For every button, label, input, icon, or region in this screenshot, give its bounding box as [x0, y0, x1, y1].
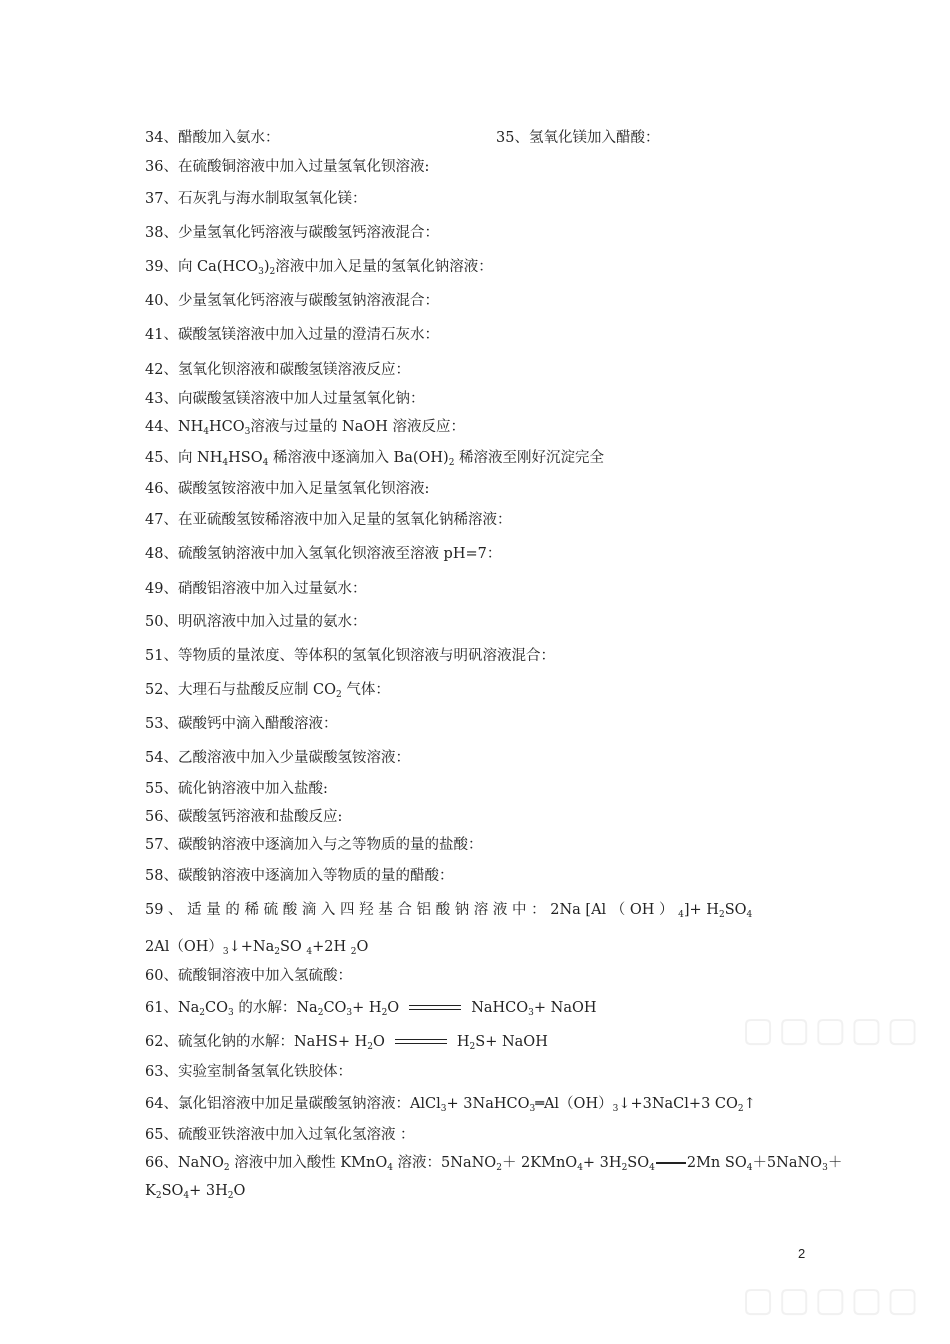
question-51 [145, 646, 555, 666]
text-segment: HSO [228, 450, 263, 466]
text-segment: + 3H [582, 1155, 622, 1171]
text-segment: ]+ H [683, 902, 719, 918]
question-61 [145, 998, 597, 1023]
question-59 [145, 900, 752, 925]
text-segment: + H [352, 1000, 382, 1016]
text-segment: ＋ 2KMnO [501, 1155, 578, 1171]
text-segment: 50、明矾溶液中加入过量的氨水： [145, 614, 367, 630]
text-segment: 37、石灰乳与海水制取氢氧化镁： [145, 191, 367, 207]
text-segment: 45、向 NH [145, 450, 223, 466]
subscript-text: 3 [612, 1104, 619, 1114]
text-segment: SO [724, 902, 747, 918]
text-segment: 66、NaNO [145, 1155, 224, 1171]
equilibrium-arrow-icon [395, 1038, 447, 1046]
text-segment: CO [205, 1000, 229, 1016]
text-segment: O [233, 1183, 246, 1199]
text-segment: 35、氢氧化镁加入醋酸： [496, 130, 660, 146]
question-57 [145, 835, 482, 855]
text-segment: 41、碳酸氢镁溶液中加入过量的澄清石灰水： [145, 327, 439, 343]
subscript-text: 2 [718, 910, 725, 920]
text-segment: HCO [209, 419, 245, 435]
question-49 [145, 579, 366, 599]
subscript-text: 2 [448, 458, 455, 468]
text-segment: 44、NH [145, 419, 204, 435]
text-segment: 54、乙酸溶液中加入少量碳酸氢铵溶液： [145, 750, 410, 766]
question-46 [145, 479, 429, 499]
text-segment: 61、Na [145, 1000, 200, 1016]
subscript-text: 2 [496, 1163, 502, 1173]
subscript-text: 2 [336, 690, 342, 700]
text-segment: +2H [312, 939, 351, 955]
text-segment: 56、碳酸氢钙溶液和盐酸反应: [145, 809, 343, 825]
subscript-text: 3 [228, 1008, 234, 1018]
text-segment: K [145, 1183, 156, 1199]
question-43 [145, 389, 424, 409]
question-64 [145, 1094, 756, 1119]
text-segment: ) [263, 259, 270, 275]
text-segment: S+ NaOH [475, 1034, 548, 1050]
subscript-text: 3 [529, 1104, 536, 1114]
question-55 [145, 779, 328, 799]
text-segment: 60、硫酸铜溶液中加入氢硫酸： [145, 968, 352, 984]
subscript-text: 2 [274, 947, 280, 957]
question-48 [145, 544, 501, 564]
text-segment: 42、氢氧化钡溶液和碳酸氢镁溶液反应： [145, 362, 410, 378]
question-65 [145, 1125, 415, 1145]
text-segment: 稀溶液至刚好沉淀完全 [454, 450, 605, 466]
text-segment: 43、向碳酸氢镁溶液中加人过量氢氧化钠： [145, 391, 425, 407]
subscript-text: 4 [577, 1163, 583, 1173]
text-segment: 64、氯化铝溶液中加足量碳酸氢钠溶液：AlCl [145, 1096, 441, 1112]
question-37 [145, 189, 366, 209]
reaction-equals-icon [656, 1162, 686, 1164]
subscript-text: 2 [227, 1191, 234, 1201]
text-segment: 51、等物质的量浓度、等体积的氢氧化钡溶液与明矾溶液混合： [145, 648, 555, 664]
question-41 [145, 325, 439, 345]
text-segment: 34、醋酸加入氨水： [145, 130, 280, 146]
text-segment: 38、少量氢氧化钙溶液与碳酸氢钙溶液混合： [145, 225, 439, 241]
text-segment: 稀溶液中逐滴加入 Ba(OH) [268, 450, 449, 466]
text-segment: 52、大理石与盐酸反应制 CO [145, 682, 337, 698]
text-segment: 溶液与过量的 NaOH 溶液反应： [250, 419, 465, 435]
question-63 [145, 1062, 352, 1082]
subscript-text: 4 [262, 458, 269, 468]
question-58 [145, 866, 453, 886]
question-52 [145, 680, 390, 705]
subscript-text: 2 [223, 1163, 230, 1173]
subscript-text: 4 [746, 910, 753, 920]
text-segment: O [356, 939, 369, 955]
text-segment: ═Al（OH） [535, 1096, 613, 1112]
text-segment: 溶液中加入酸性 KMnO [229, 1155, 388, 1171]
subscript-text: 4 [649, 1163, 655, 1173]
text-segment: SO [161, 1183, 184, 1199]
text-segment: ↑ [743, 1096, 756, 1112]
subscript-text: 2 [269, 267, 276, 277]
question-54 [145, 748, 410, 768]
subscript-text: 3 [528, 1008, 534, 1018]
text-segment: CO [323, 1000, 347, 1016]
text-segment: SO [279, 939, 307, 955]
question-50 [145, 612, 366, 632]
text-segment: 气体： [341, 682, 390, 698]
subscript-text: 2 [737, 1104, 744, 1114]
subscript-text: 2 [381, 1008, 388, 1018]
question-66-continued [145, 1181, 245, 1206]
question-44 [145, 417, 465, 442]
text-segment: H [456, 1034, 470, 1050]
text-segment: 47、在亚硫酸氢铵稀溶液中加入足量的氢氧化钠稀溶液： [145, 512, 512, 528]
text-segment: ↓+3NaCl+3 CO [618, 1096, 738, 1112]
text-segment: O [387, 1000, 400, 1016]
text-segment: + 3H [189, 1183, 228, 1199]
text-segment: ＋ [827, 1155, 843, 1171]
subscript-text: 2 [199, 1008, 206, 1018]
text-segment: ＋5NaNO [752, 1155, 823, 1171]
subscript-text: 3 [244, 427, 251, 437]
subscript-text: 2 [469, 1042, 476, 1052]
text-segment: O [373, 1034, 385, 1050]
text-segment: 2Al（OH） [145, 939, 223, 955]
subscript-text: 4 [203, 427, 210, 437]
subscript-text: 3 [822, 1163, 828, 1173]
question-56 [145, 807, 342, 827]
question-42 [145, 360, 410, 380]
equilibrium-arrow-icon [409, 1004, 461, 1012]
question-53 [145, 714, 337, 734]
subscript-text: 4 [678, 910, 684, 920]
text-segment: 39、向 Ca(HCO [145, 259, 259, 275]
subscript-text: 2 [350, 947, 357, 957]
question-60 [145, 966, 352, 986]
question-47 [145, 510, 511, 530]
text-segment: 65、硫酸亚铁溶液中加入过氧化氢溶液 ： [145, 1127, 415, 1143]
text-segment: 63、实验室制备氢氧化铁胶体： [145, 1064, 352, 1080]
text-segment: + NaOH [533, 1000, 597, 1016]
text-segment: 62、硫氢化钠的水解：NaHS+ H [145, 1034, 368, 1050]
question-38 [145, 223, 439, 243]
text-segment: 40、少量氢氧化钙溶液与碳酸氢钠溶液混合： [145, 293, 439, 309]
text-segment: ↓+Na [228, 939, 275, 955]
subscript-text: 3 [440, 1104, 447, 1114]
question-45 [145, 448, 604, 473]
subscript-text: 2 [367, 1042, 373, 1052]
subscript-text: 3 [346, 1008, 353, 1018]
question-35 [496, 128, 659, 148]
text-segment: 59 、 适 量 的 稀 硫 酸 滴 入 四 羟 基 合 铝 酸 钠 溶 液 中 ： 2Na [Al （ OH ） [145, 902, 679, 918]
question-39 [145, 257, 493, 282]
subscript-text: 4 [183, 1191, 190, 1201]
subscript-text: 2 [621, 1163, 628, 1173]
text-segment: 53、碳酸钙中滴入醋酸溶液： [145, 716, 338, 732]
text-segment: SO [627, 1155, 650, 1171]
text-segment: 57、碳酸钠溶液中逐滴加入与之等物质的量的盐酸： [145, 837, 483, 853]
question-40 [145, 291, 439, 311]
subscript-text: 2 [317, 1008, 324, 1018]
text-segment: 55、硫化钠溶液中加入盐酸: [145, 781, 328, 797]
subscript-text: 4 [222, 458, 229, 468]
question-66 [145, 1153, 842, 1178]
subscript-text: 4 [387, 1163, 393, 1173]
text-segment: 58、碳酸钠溶液中逐滴加入等物质的量的醋酸： [145, 868, 454, 884]
text-segment: 溶液中加入足量的氢氧化钠溶液： [275, 259, 493, 275]
text-segment: 46、碳酸氢铵溶液中加入足量氢氧化钡溶液: [145, 481, 430, 497]
question-34 [145, 128, 279, 148]
subscript-text: 4 [746, 1163, 753, 1173]
text-segment: 36、在硫酸铜溶液中加入过量氢氧化钡溶液: [145, 159, 430, 175]
text-segment: NaHCO [471, 1000, 529, 1016]
text-segment: 2Mn SO [686, 1155, 747, 1171]
watermark: ▢▢▢▢▢ [742, 1010, 923, 1050]
watermark: ▢▢▢▢▢ [742, 1280, 923, 1320]
text-segment: 溶液：5NaNO [392, 1155, 497, 1171]
text-segment: 48、硫酸氢钠溶液中加入氢氧化钡溶液至溶液 pH=7： [145, 546, 502, 562]
text-segment: + 3NaHCO [446, 1096, 530, 1112]
subscript-text: 3 [258, 267, 264, 277]
question-59-equation [145, 937, 368, 962]
subscript-text: 3 [222, 947, 229, 957]
subscript-text: 2 [155, 1191, 162, 1201]
question-36 [145, 157, 429, 177]
page-number: 2 [798, 1246, 806, 1261]
text-segment: 的水解：Na [233, 1000, 318, 1016]
subscript-text: 4 [306, 947, 313, 957]
question-62 [145, 1032, 548, 1057]
text-segment: 49、硝酸铝溶液中加入过量氨水： [145, 581, 367, 597]
